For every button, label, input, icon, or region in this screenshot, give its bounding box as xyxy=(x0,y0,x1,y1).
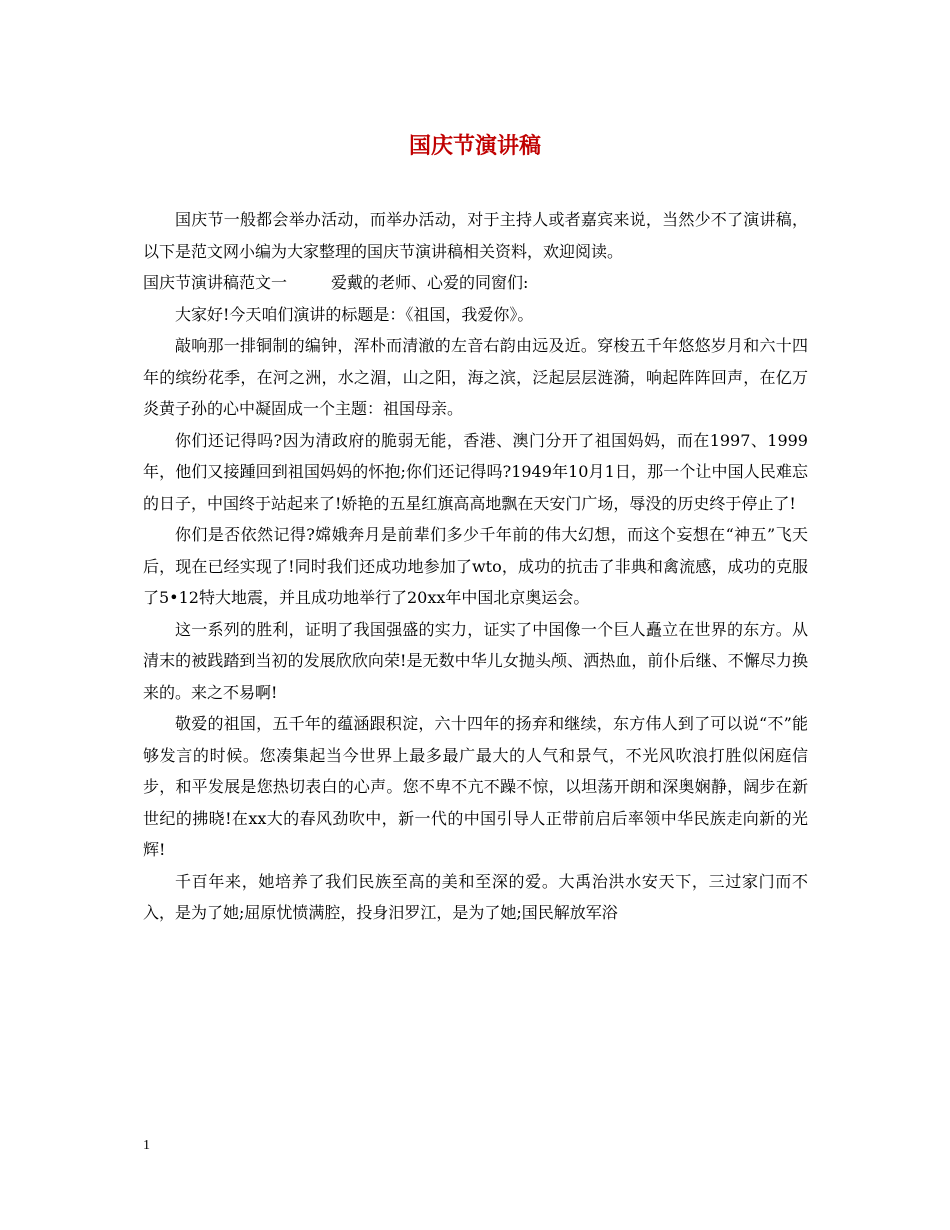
page-number: 1 xyxy=(143,1138,150,1153)
body-paragraph: 你们是否依然记得?嫦娥奔月是前辈们多少千年前的伟大幻想，而这个妄想在“神五”飞天后，现在已经实现了!同时我们还成功地参加了wto，成功的抗击了非典和禽流感，成功的克服了5•12特大地震，并且成功地举行了20xx年中国北京奥运会。 xyxy=(143,525,808,607)
document-body xyxy=(143,204,808,929)
body-paragraph: 敬爱的祖国，五千年的蕴涵跟积淀，六十四年的扬弃和继续，东方伟人到了可以说“不”能够发言的时候。您凑集起当今世界上最多最广最大的人气和景气，不光风吹浪打胜似闲庭信步，和平发展是您热切表白的心声。您不卑不亢不躁不惊，以坦荡开朗和深奥娴静，阔步在新世纪的拂晓!在xx大的春风劲吹中，新一代的中国引导人正带前启后率领中华民族走向新的光辉! xyxy=(143,714,808,859)
sample-heading-line xyxy=(143,267,808,299)
body-paragraph: 千百年来，她培养了我们民族至高的美和至深的爱。大禹治洪水安天下，三过家门而不入，是为了她;屈原忧愤满腔，投身汨罗江，是为了她;国民解放军浴 xyxy=(143,871,808,922)
salutation: 爱戴的老师、心爱的同窗们: xyxy=(331,273,529,292)
body-paragraph: 你们还记得吗?因为清政府的脆弱无能，香港、澳门分开了祖国妈妈，而在1997、1999年，他们又接踵回到祖国妈妈的怀抱;你们还记得吗?1949年10月1日，那一个让中国人民难忘的日子，中国终于站起来了!娇艳的五星红旗高高地飘在天安门广场，辱没的历史终于停止了! xyxy=(143,430,808,513)
body-paragraph: 敲响那一排铜制的编钟，浑朴而清澈的左音右韵由远及近。穿梭五千年悠悠岁月和六十四年的缤纷花季，在河之洲，水之湄，山之阳，海之滨，泛起层层涟漪，响起阵阵回声，在亿万炎黄子孙的心中凝固成一个主题：祖国母亲。 xyxy=(143,336,808,418)
body-paragraph: 大家好!今天咱们演讲的标题是：《祖国，我爱你》。 xyxy=(175,304,534,324)
document-title: 国庆节演讲稿 xyxy=(408,134,541,159)
body-paragraph: 这一系列的胜利，证明了我国强盛的实力，证实了中国像一个巨人矗立在世界的东方。从清末的被践踏到当初的发展欣欣向荣!是无数中华儿女抛头颅、洒热血，前仆后继、不懈尽力换来的。来之不易啊! xyxy=(143,619,808,702)
sample-label: 国庆节演讲稿范文一 xyxy=(143,273,288,292)
intro-paragraph: 国庆节一般都会举办活动，而举办活动，对于主持人或者嘉宾来说，当然少不了演讲稿，以下是范文网小编为大家整理的国庆节演讲稿相关资料，欢迎阅读。 xyxy=(143,210,808,261)
